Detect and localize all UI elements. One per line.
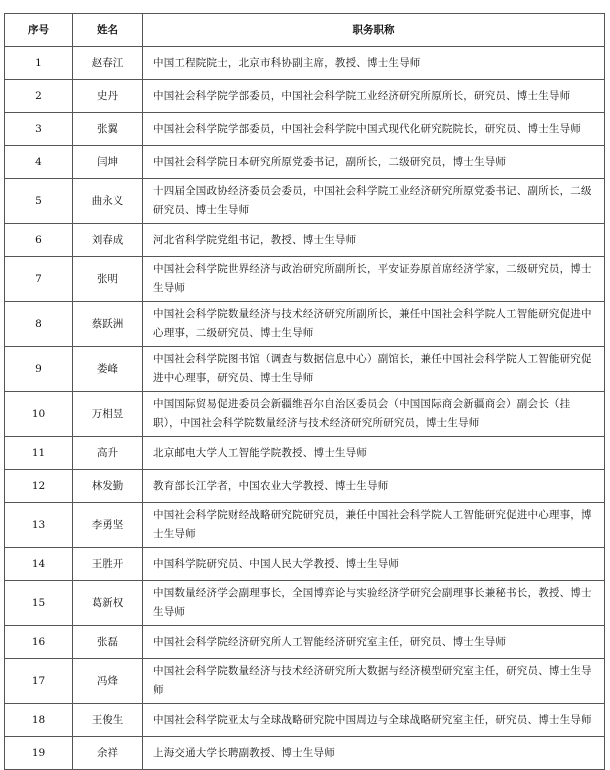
row-title: 中国国际贸易促进委员会新疆维吾尔自治区委员会（中国国际商会新疆商会）副会长（挂职），中国社会科学院数量经济与技术经济研究所研究员，博士生导师 (143, 392, 605, 437)
row-title: 中国社会科学院日本研究所原党委书记，副所长，二级研究员，博士生导师 (143, 146, 605, 179)
row-title: 中国社会科学院学部委员，中国社会科学院中国式现代化研究院院长，研究员、博士生导师 (143, 113, 605, 146)
table-row (5, 257, 605, 302)
row-name: 赵春江 (73, 47, 143, 80)
row-name: 蔡跃洲 (73, 302, 143, 347)
row-index: 4 (5, 146, 73, 179)
row-title: 中国科学院研究员、中国人民大学教授、博士生导师 (143, 548, 605, 581)
row-index: 6 (5, 224, 73, 257)
row-index: 17 (5, 659, 73, 704)
row-name: 葛新权 (73, 581, 143, 626)
row-name: 冯烽 (73, 659, 143, 704)
table-row (5, 470, 605, 503)
row-name: 张磊 (73, 626, 143, 659)
table-row (5, 737, 605, 770)
row-title: 十四届全国政协经济委员会委员，中国社会科学院工业经济研究所原党委书记、副所长，二级研究员、博士生导师 (143, 179, 605, 224)
row-title: 中国社会科学院经济研究所人工智能经济研究室主任，研究员、博士生导师 (143, 626, 605, 659)
table-row (5, 548, 605, 581)
table-row (5, 704, 605, 737)
row-title: 中国社会科学院数量经济与技术经济研究所副所长，兼任中国社会科学院人工智能研究促进中心理事，二级研究员、博士生导师 (143, 302, 605, 347)
row-title: 中国工程院院士，北京市科协副主席，教授、博士生导师 (143, 47, 605, 80)
row-title: 中国社会科学院学部委员，中国社会科学院工业经济研究所原所长，研究员、博士生导师 (143, 80, 605, 113)
row-title: 中国社会科学院亚太与全球战略研究院中国周边与全球战略研究室主任，研究员、博士生导师 (143, 704, 605, 737)
row-index: 7 (5, 257, 73, 302)
row-name: 刘春成 (73, 224, 143, 257)
header-index: 序号 (5, 14, 73, 47)
table-row (5, 302, 605, 347)
table-row (5, 80, 605, 113)
table-row (5, 146, 605, 179)
row-name: 李勇坚 (73, 503, 143, 548)
row-title: 中国社会科学院世界经济与政治研究所副所长，平安证券原首席经济学家，二级研究员，博士生导师 (143, 257, 605, 302)
table-row (5, 581, 605, 626)
row-title: 中国数量经济学会副理事长，全国博弈论与实验经济学研究会副理事长兼秘书长，教授、博士生导师 (143, 581, 605, 626)
row-title: 中国社会科学院数量经济与技术经济研究所大数据与经济模型研究室主任，研究员、博士生导师 (143, 659, 605, 704)
row-index: 9 (5, 347, 73, 392)
table-row (5, 47, 605, 80)
row-index: 1 (5, 47, 73, 80)
row-name: 余祥 (73, 737, 143, 770)
table-header-row (5, 14, 605, 47)
row-index: 13 (5, 503, 73, 548)
row-index: 2 (5, 80, 73, 113)
row-name: 林发勤 (73, 470, 143, 503)
table-row (5, 626, 605, 659)
row-index: 16 (5, 626, 73, 659)
table-row (5, 437, 605, 470)
row-title: 河北省科学院党组书记，教授、博士生导师 (143, 224, 605, 257)
row-name: 张明 (73, 257, 143, 302)
row-title: 北京邮电大学人工智能学院教授、博士生导师 (143, 437, 605, 470)
row-index: 12 (5, 470, 73, 503)
table-row (5, 113, 605, 146)
row-name: 高升 (73, 437, 143, 470)
row-name: 娄峰 (73, 347, 143, 392)
row-title: 中国社会科学院财经战略研究院研究员，兼任中国社会科学院人工智能研究促进中心理事，博士生导师 (143, 503, 605, 548)
header-title: 职务职称 (143, 14, 605, 47)
table-row (5, 347, 605, 392)
experts-table (4, 13, 605, 770)
row-name: 曲永义 (73, 179, 143, 224)
row-title: 教育部长江学者，中国农业大学教授、博士生导师 (143, 470, 605, 503)
row-title: 上海交通大学长聘副教授、博士生导师 (143, 737, 605, 770)
row-index: 10 (5, 392, 73, 437)
table-row (5, 659, 605, 704)
row-index: 3 (5, 113, 73, 146)
row-index: 11 (5, 437, 73, 470)
row-index: 14 (5, 548, 73, 581)
table-row (5, 503, 605, 548)
row-name: 史丹 (73, 80, 143, 113)
row-name: 张翼 (73, 113, 143, 146)
row-name: 万相昱 (73, 392, 143, 437)
row-index: 18 (5, 704, 73, 737)
row-index: 15 (5, 581, 73, 626)
row-name: 闫坤 (73, 146, 143, 179)
row-index: 8 (5, 302, 73, 347)
header-name: 姓名 (73, 14, 143, 47)
row-index: 5 (5, 179, 73, 224)
table-row (5, 224, 605, 257)
row-name: 王胜开 (73, 548, 143, 581)
table-row (5, 179, 605, 224)
row-index: 19 (5, 737, 73, 770)
table-row (5, 392, 605, 437)
row-name: 王俊生 (73, 704, 143, 737)
row-title: 中国社会科学院图书馆（调查与数据信息中心）副馆长，兼任中国社会科学院人工智能研究促进中心理事，研究员、博士生导师 (143, 347, 605, 392)
